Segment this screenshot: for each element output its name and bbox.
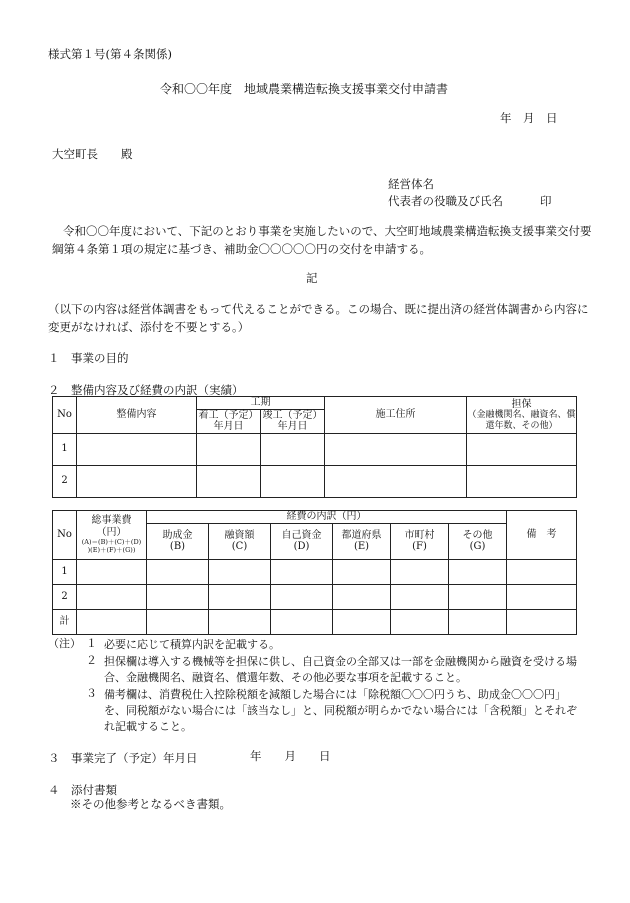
header-total bbox=[77, 511, 147, 560]
row-no: 1 bbox=[53, 559, 77, 584]
note-2-number: ２ bbox=[86, 654, 97, 667]
start-sub: 年月日 bbox=[213, 421, 244, 432]
header-no: No bbox=[53, 511, 77, 560]
total-formula: (A)＝(B)＋(C)＋(D) bbox=[81, 538, 142, 547]
col-label: 融資額 bbox=[224, 529, 255, 541]
document-title: 令和〇〇年度 地域農業構造転換支援事業交付申請書 bbox=[160, 82, 449, 96]
cell[interactable] bbox=[147, 584, 209, 609]
header-start bbox=[197, 409, 261, 433]
row-total: 計 bbox=[53, 609, 77, 634]
collateral-label: 担保 bbox=[511, 398, 532, 410]
note-intro: （以下の内容は経営体調書をもって代えることができる。この場合、既に提出済の経営体調書から内容に変更がなければ、添付を不要とする。） bbox=[48, 302, 589, 335]
header-breakdown: 経費の内訳（円） bbox=[147, 511, 507, 524]
col-label: 自己資金 bbox=[281, 529, 322, 541]
header-address: 施工住所 bbox=[325, 397, 467, 434]
header-period: 工期 bbox=[197, 397, 325, 410]
cell-address[interactable] bbox=[325, 465, 467, 497]
cell[interactable] bbox=[449, 559, 507, 584]
cell[interactable] bbox=[147, 559, 209, 584]
end-sub: 年月日 bbox=[277, 421, 308, 432]
header-other bbox=[449, 523, 507, 559]
col-label: 助成金 bbox=[162, 529, 193, 541]
cell-address[interactable] bbox=[325, 433, 467, 465]
completion-date: 年 月 日 bbox=[250, 749, 331, 763]
cell-end[interactable] bbox=[261, 433, 325, 465]
col-code: (G) bbox=[469, 541, 486, 552]
section-2-heading: ２ 整備内容及び経費の内訳（実績） bbox=[48, 383, 244, 397]
start-label: 着工（予定） bbox=[198, 409, 259, 421]
cell[interactable] bbox=[271, 584, 333, 609]
cell[interactable] bbox=[209, 609, 271, 634]
note-1-text: 必要に応じて積算内訳を記載する。 bbox=[104, 638, 280, 651]
col-code: (B) bbox=[169, 541, 186, 552]
cell[interactable] bbox=[391, 559, 449, 584]
cell-collateral[interactable] bbox=[467, 433, 577, 465]
row-no: 1 bbox=[53, 433, 77, 465]
cell[interactable] bbox=[77, 559, 147, 584]
col-code: (E) bbox=[353, 541, 370, 552]
col-label: その他 bbox=[462, 529, 493, 541]
col-code: (D) bbox=[293, 541, 310, 552]
cell[interactable] bbox=[507, 559, 577, 584]
date-line: 年 月 日 bbox=[500, 111, 558, 125]
cell[interactable] bbox=[507, 584, 577, 609]
note-2-text: 担保欄は導入する機械等を担保に供し、自己資金の全部又は一部を金融機関から融資を受ける場合、金融機関名、融資名、償還年数、その他必要な事項を記載すること。 bbox=[104, 655, 577, 684]
expense-table bbox=[52, 510, 577, 635]
col-code: (C) bbox=[231, 541, 248, 552]
form-number: 様式第１号(第４条関係) bbox=[48, 47, 172, 61]
cell[interactable] bbox=[209, 559, 271, 584]
ki-heading: 記 bbox=[306, 271, 318, 285]
cell[interactable] bbox=[271, 559, 333, 584]
notes-prefix: （注） bbox=[48, 637, 81, 650]
cell-content[interactable] bbox=[77, 465, 197, 497]
body-paragraph: 令和〇〇年度において、下記のとおり事業を実施したいので、大空町地域農業構造転換支援事業交付要綱第４条第１項の規定に基づき、補助金〇〇〇〇〇円の交付を申請する。 bbox=[52, 224, 592, 257]
note-3-number: ３ bbox=[86, 687, 97, 700]
cell-content[interactable] bbox=[77, 433, 197, 465]
note-1-number: １ bbox=[86, 637, 97, 650]
total-label: 総事業費 bbox=[91, 515, 132, 527]
entity-name-label: 経営体名 bbox=[388, 177, 434, 191]
seal-mark: 印 bbox=[540, 194, 552, 208]
section-3-heading: ３ 事業完了（予定）年月日 bbox=[48, 751, 198, 765]
section-1-heading: １ 事業の目的 bbox=[48, 351, 129, 365]
cell[interactable] bbox=[147, 609, 209, 634]
total-formula-2: )(E)＋(F)＋(G)) bbox=[87, 546, 136, 555]
col-code: (F) bbox=[412, 541, 427, 552]
cell[interactable] bbox=[449, 609, 507, 634]
cell[interactable] bbox=[333, 584, 391, 609]
cell-end[interactable] bbox=[261, 465, 325, 497]
cell-start[interactable] bbox=[197, 465, 261, 497]
end-label: 竣工（予定） bbox=[262, 409, 323, 421]
header-end bbox=[261, 409, 325, 433]
cell-collateral[interactable] bbox=[467, 465, 577, 497]
header-no: No bbox=[53, 397, 77, 434]
cell[interactable] bbox=[271, 609, 333, 634]
header-prefecture bbox=[333, 523, 391, 559]
cell[interactable] bbox=[391, 584, 449, 609]
total-unit: （円） bbox=[96, 526, 127, 538]
header-municipality bbox=[391, 523, 449, 559]
row-no: 2 bbox=[53, 584, 77, 609]
works-table bbox=[52, 396, 577, 498]
cell[interactable] bbox=[507, 609, 577, 634]
row-no: 2 bbox=[53, 465, 77, 497]
header-subsidy bbox=[147, 523, 209, 559]
cell-start[interactable] bbox=[197, 433, 261, 465]
section-4-heading: ４ 添付書類 bbox=[48, 783, 117, 797]
cell[interactable] bbox=[391, 609, 449, 634]
cell[interactable] bbox=[209, 584, 271, 609]
header-remarks: 備 考 bbox=[507, 511, 577, 560]
header-own-funds bbox=[271, 523, 333, 559]
representative-label: 代表者の役職及び氏名 bbox=[388, 194, 503, 208]
collateral-sub: （金融機関名、融資名、償還年数、その他） bbox=[467, 410, 576, 431]
header-loan bbox=[209, 523, 271, 559]
cell[interactable] bbox=[449, 584, 507, 609]
cell[interactable] bbox=[333, 609, 391, 634]
header-content: 整備内容 bbox=[77, 397, 197, 434]
col-label: 都道府県 bbox=[341, 529, 382, 541]
cell[interactable] bbox=[333, 559, 391, 584]
attachment-item: ※その他参考となるべき書類。 bbox=[70, 797, 231, 811]
cell[interactable] bbox=[77, 609, 147, 634]
note-3-text: 備考欄は、消費税仕入控除税額を減額した場合には「除税額〇〇〇円うち、助成金〇〇〇円」を、同税額がない場合には「該当なし」と、同税額が明らかでない場合には「含税額」とそれぞれ記載すること。 bbox=[104, 688, 577, 733]
cell[interactable] bbox=[77, 584, 147, 609]
col-label: 市町村 bbox=[404, 529, 435, 541]
recipient: 大空町長 殿 bbox=[52, 147, 133, 161]
header-collateral bbox=[467, 397, 577, 434]
